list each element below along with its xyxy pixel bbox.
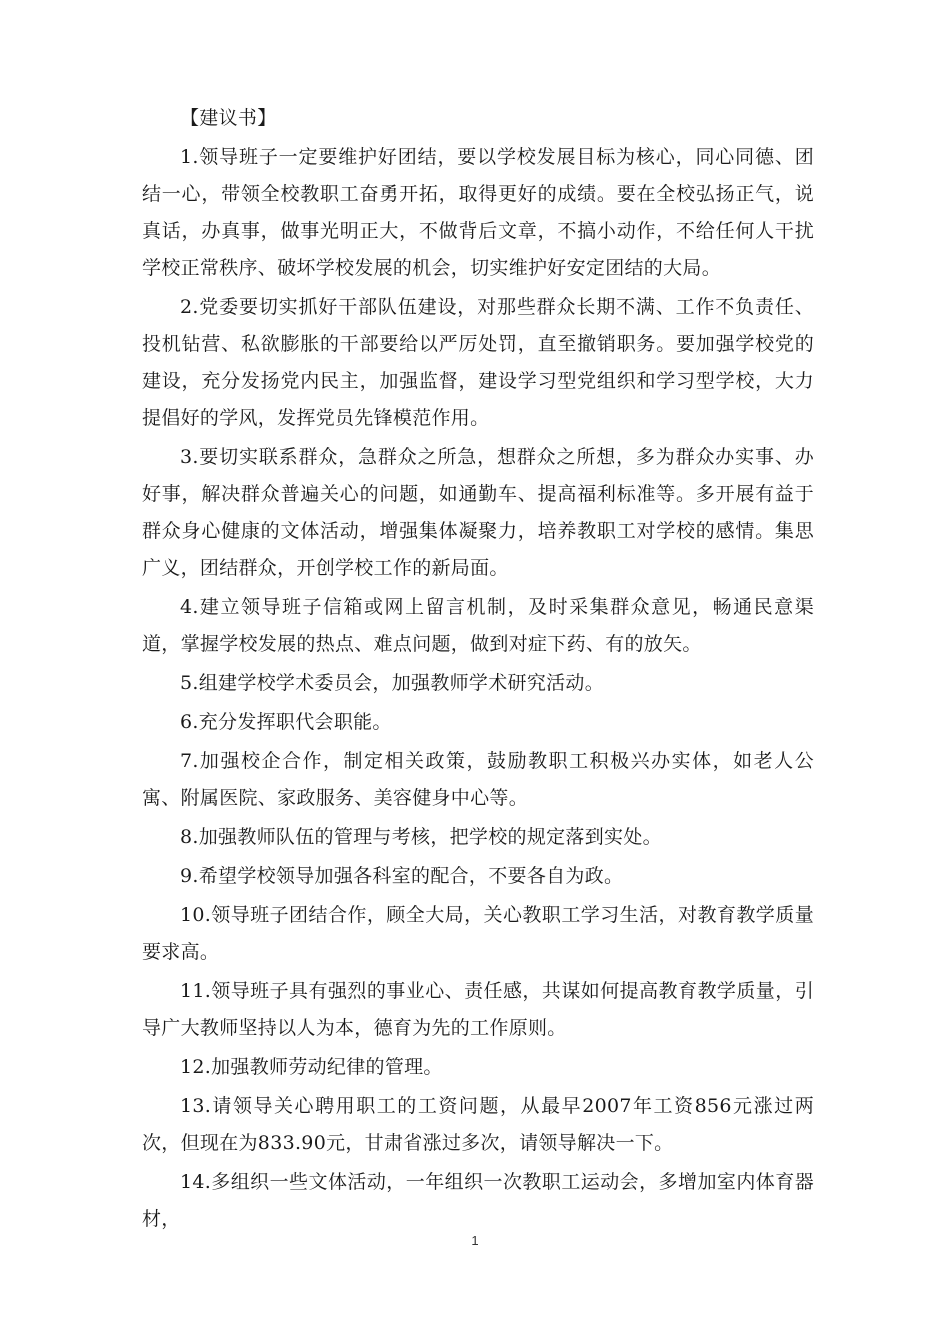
paragraph-2: 2.党委要切实抓好干部队伍建设，对那些群众长期不满、工作不负责任、投机钻营、私欲膨胀的干部要给以严厉处罚，直至撤销职务。要加强学校党的建设，充分发扬党内民主，加强监督，建设学习型党组织和学习型学校，大力提倡好的学风，发挥党员先锋模范作用。 xyxy=(142,296,814,429)
paragraph-12: 12.加强教师劳动纪律的管理。 xyxy=(180,1056,443,1078)
paragraph-13: 13.请领导关心聘用职工的工资问题，从最早2007年工资856元涨过两次，但现在为833.90元，甘肃省涨过多次，请领导解决一下。 xyxy=(142,1095,814,1154)
paragraph-6: 6.充分发挥职代会职能。 xyxy=(180,711,392,733)
paragraph-14: 14.多组织一些文体活动，一年组织一次教职工运动会，多增加室内体育器材， xyxy=(142,1171,814,1230)
document-heading: 【建议书】 xyxy=(180,107,277,129)
paragraph-3: 3.要切实联系群众，急群众之所急，想群众之所想，多为群众办实事、办好事，解决群众普遍关心的问题，如通勤车、提高福利标准等。多开展有益于群众身心健康的文体活动，增强集体凝聚力，培养教职工对学校的感情。集思广义，团结群众，开创学校工作的新局面。 xyxy=(142,446,814,579)
paragraph-7: 7.加强校企合作，制定相关政策，鼓励教职工积极兴办实体，如老人公寓、附属医院、家政服务、美容健身中心等。 xyxy=(142,750,814,809)
paragraph-1: 1.领导班子一定要维护好团结，要以学校发展目标为核心，同心同德、团结一心，带领全校教职工奋勇开拓，取得更好的成绩。要在全校弘扬正气，说真话，办真事，做事光明正大，不做背后文章，不搞小动作，不给任何人干扰学校正常秩序、破坏学校发展的机会，切实维护好安定团结的大局。 xyxy=(142,146,814,279)
paragraph-9: 9.希望学校领导加强各科室的配合，不要各自为政。 xyxy=(180,865,624,887)
document-body xyxy=(142,100,814,1240)
paragraph-8: 8.加强教师队伍的管理与考核，把学校的规定落到实处。 xyxy=(180,826,662,848)
paragraph-11: 11.领导班子具有强烈的事业心、责任感，共谋如何提高教育教学质量，引导广大教师坚持以人为本，德育为先的工作原则。 xyxy=(142,980,814,1039)
paragraph-5: 5.组建学校学术委员会，加强教师学术研究活动。 xyxy=(180,672,605,694)
paragraph-4: 4.建立领导班子信箱或网上留言机制，及时采集群众意见，畅通民意渠道，掌握学校发展的热点、难点问题，做到对症下药、有的放矢。 xyxy=(142,596,814,655)
page-number: 1 xyxy=(471,1233,479,1248)
paragraph-10: 10.领导班子团结合作，顾全大局，关心教职工学习生活，对教育教学质量要求高。 xyxy=(142,904,814,963)
